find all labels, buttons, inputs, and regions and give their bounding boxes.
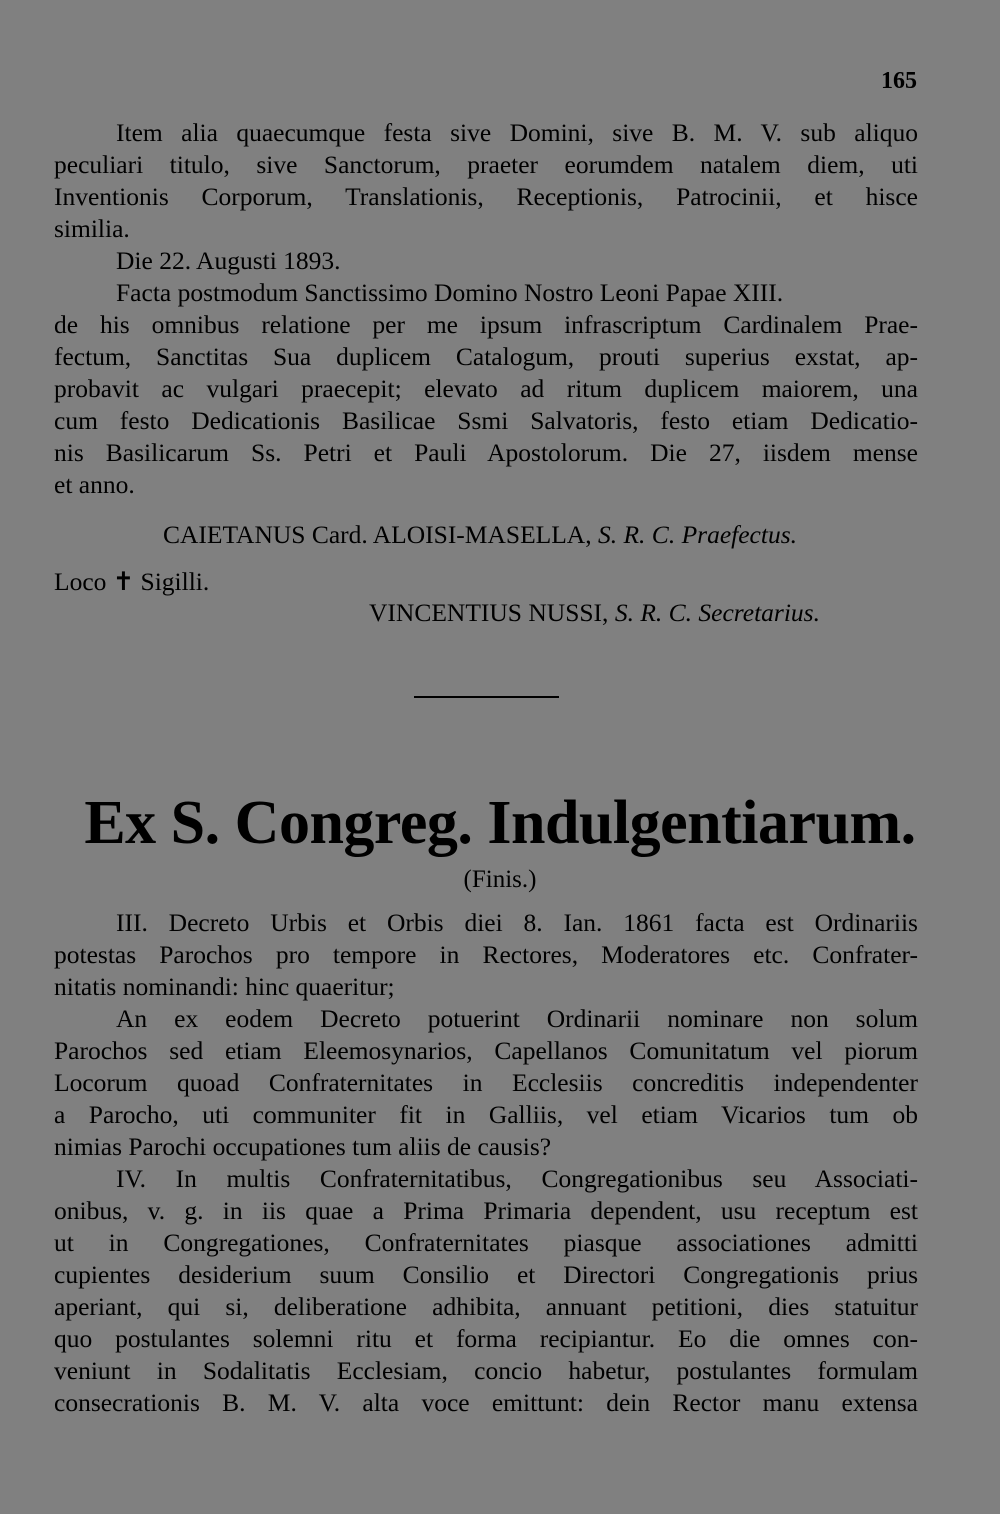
text-line: cum festo Dedicationis Basilicae Ssmi Salvatoris, festo etiam Dedicatio-: [54, 406, 918, 435]
text-line: nimias Parochi occupationes tum aliis de causis?: [54, 1132, 552, 1161]
text-line: potestas Parochos pro tempore in Rectores, Moderatores etc. Confrater-: [54, 940, 918, 969]
text-line: III. Decreto Urbis et Orbis diei 8. Ian. 1861 facta est Ordinariis: [116, 908, 918, 937]
text-line: veniunt in Sodalitatis Ecclesiam, concio habetur, postulantes formulam: [54, 1356, 918, 1385]
text-line: Facta postmodum Sanctissimo Domino Nostro Leoni Papae XIII.: [116, 278, 784, 307]
text-line: quo postulantes solemni ritu et forma recipiantur. Eo die omnes con-: [54, 1324, 918, 1353]
page-number: 165: [881, 68, 917, 94]
text-line: An ex eodem Decreto potuerint Ordinarii nominare non solum: [116, 1004, 918, 1033]
text-line: IV. In multis Confraternitatibus, Congregationibus seu Associati-: [116, 1164, 918, 1193]
text-line: Locorum quoad Confraternitates in Ecclesiis concreditis independenter: [54, 1068, 918, 1097]
text-line: nis Basilicarum Ss. Petri et Pauli Apostolorum. Die 27, iisdem mense: [54, 438, 918, 467]
prefect-title: S. R. C. Praefectus.: [597, 520, 797, 549]
text-line: aperiant, qui si, deliberatione adhibita, annuant petitioni, dies statuitur: [54, 1292, 918, 1321]
decree-text-block: [54, 117, 918, 501]
text-line: similia.: [54, 214, 130, 243]
secretary-title: S. R. C. Secretarius.: [614, 598, 820, 627]
prefect-signature: [163, 520, 797, 550]
section-title: Ex S. Congreg. Indulgentiarum.: [84, 789, 916, 857]
text-line: nitatis nominandi: hinc quaeritur;: [54, 972, 395, 1001]
section-subtitle: (Finis.): [463, 866, 537, 893]
text-line: Item alia quaecumque festa sive Domini, sive B. M. V. sub aliquo: [116, 118, 918, 147]
text-line: de his omnibus relatione per me ipsum infrascriptum Cardinalem Prae-: [54, 310, 918, 339]
secretary-name: VINCENTIUS NUSSI,: [369, 598, 609, 627]
text-line: onibus, v. g. in iis quae a Prima Primaria dependent, usu receptum est: [54, 1196, 918, 1225]
section-divider: [414, 696, 559, 698]
text-line: a Parocho, uti communiter fit in Galliis, vel etiam Vicarios tum ob: [54, 1100, 918, 1129]
text-line: probavit ac vulgari praecepit; elevato ad ritum duplicem maiorem, una: [54, 374, 918, 403]
text-line: et anno.: [54, 470, 135, 499]
text-line: Parochos sed etiam Eleemosynarios, Capellanos Comunitatum vel piorum: [54, 1036, 918, 1065]
text-line: Inventionis Corporum, Translationis, Receptionis, Patrocinii, et hisce: [54, 182, 918, 211]
text-line: Die 22. Augusti 1893.: [116, 246, 341, 275]
text-line: consecrationis B. M. V. alta voce emittunt: dein Rector manu extensa: [54, 1388, 918, 1417]
secretary-signature: [369, 598, 820, 628]
text-line: cupientes desiderium suum Consilio et Directori Congregationis prius: [54, 1260, 918, 1289]
text-line: fectum, Sanctitas Sua duplicem Catalogum, prouti superius exstat, ap-: [54, 342, 918, 371]
text-line: ut in Congregationes, Confraternitates piasque associationes admitti: [54, 1228, 918, 1257]
prefect-name: CAIETANUS Card. ALOISI-MASELLA,: [163, 520, 592, 549]
seal-placeholder: Loco ✝ Sigilli.: [54, 567, 210, 596]
indulgence-text-block: [54, 907, 918, 1419]
text-line: peculiari titulo, sive Sanctorum, praeter eorumdem natalem diem, uti: [54, 150, 918, 179]
